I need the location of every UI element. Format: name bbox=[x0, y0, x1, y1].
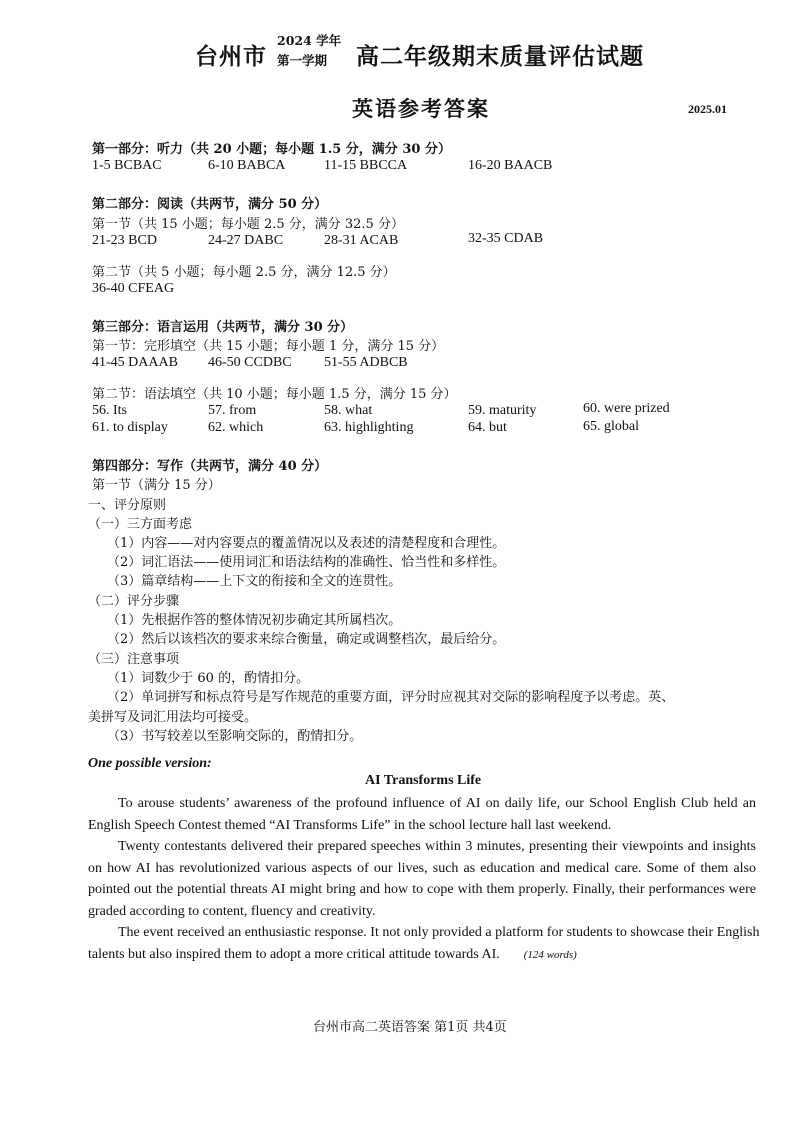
scoring-line: （三）注意事项 bbox=[88, 652, 180, 667]
scoring-line: （3）篇章结构——上下文的衔接和全文的连贯性。 bbox=[107, 574, 402, 589]
part4-heading: 第四部分：写作（共两节，满分 40 分） bbox=[92, 459, 328, 474]
part2-heading: 第二部分：阅读（共两节，满分 50 分） bbox=[92, 197, 328, 212]
grammar-answer: 65. global bbox=[583, 419, 639, 434]
exam-date: 2025.01 bbox=[688, 102, 727, 116]
answer-group: 16-20 BAACB bbox=[468, 158, 553, 173]
grammar-answer: 62. which bbox=[208, 420, 264, 435]
part1-heading: 第一部分：听力（共 20 小题；每小题 1.5 分，满分 30 分） bbox=[92, 142, 451, 157]
header-city: 台州市 bbox=[195, 43, 267, 70]
part4-section1-heading: 第一节（满分 15 分） bbox=[92, 478, 221, 493]
grammar-answer: 56. Its bbox=[92, 403, 127, 418]
scoring-line: （1）词数少于 60 的，酌情扣分。 bbox=[107, 671, 310, 686]
answer-group: 41-45 DAAAB bbox=[92, 355, 178, 370]
answer-group: 24-27 DABC bbox=[208, 233, 284, 248]
scoring-line: （1）先根据作答的整体情况初步确定其所属档次。 bbox=[107, 613, 402, 628]
answer-group: 11-15 BBCCA bbox=[324, 158, 408, 173]
scoring-line: （一）三方面考虑 bbox=[88, 517, 193, 532]
grammar-answer: 61. to display bbox=[92, 420, 168, 435]
answer-group: 28-31 ACAB bbox=[324, 233, 399, 248]
grammar-answer: 64. but bbox=[468, 420, 507, 435]
answer-group: 32-35 CDAB bbox=[468, 231, 544, 246]
scoring-line: 美拼写及词汇用法均可接受。 bbox=[88, 710, 258, 725]
word-count: (124 words) bbox=[523, 948, 577, 961]
answer-group: 21-23 BCD bbox=[92, 233, 157, 248]
scoring-line: （二）评分步骤 bbox=[88, 594, 180, 609]
answer-group: 6-10 BABCA bbox=[208, 158, 286, 173]
grammar-answer: 59. maturity bbox=[468, 403, 537, 418]
essay-paragraph: To arouse students’ awareness of the profound influence of AI on daily life, our School English Club held an English Speech Contest themed “AI Transforms Life” in the school lecture hall last weekend. bbox=[88, 796, 756, 833]
answer-group: 1-5 BCBAC bbox=[92, 158, 162, 173]
page-footer: 台州市高二英语答案 第1页 共4页 bbox=[313, 1020, 507, 1035]
header-school-year: 2024 学年 bbox=[277, 33, 342, 48]
part3-section2-heading: 第二节：语法填空（共 10 小题；每小题 1.5 分，满分 15 分） bbox=[92, 387, 457, 402]
essay-paragraph: Twenty contestants delivered their prepared speeches within 3 minutes, presenting their viewpoints and insights on how AI has revolutionized various aspects of our lives, such as education and medical care. Some of them also pointed out the potential threats AI might bring and how to cope with them properly. Finally, their performances were graded according to content, fluency and creativity. bbox=[88, 839, 756, 919]
part3-section1-heading: 第一节：完形填空（共 15 小题；每小题 1 分，满分 15 分） bbox=[92, 339, 445, 354]
part2-section1-heading: 第一节（共 15 小题；每小题 2.5 分，满分 32.5 分） bbox=[92, 217, 404, 232]
part2-section2-heading: 第二节（共 5 小题；每小题 2.5 分，满分 12.5 分） bbox=[92, 265, 396, 280]
grammar-answer: 63. highlighting bbox=[324, 420, 414, 435]
scoring-line: （2）单词拼写和标点符号是写作规范的重要方面，评分时应视其对交际的影响程度予以考虑。英、 bbox=[107, 690, 675, 705]
part3-heading: 第三部分：语言运用（共两节，满分 30 分） bbox=[92, 320, 354, 335]
answer-group: 46-50 CCDBC bbox=[208, 355, 292, 370]
essay-paragraph: The event received an enthusiastic response. It not only provided a platform for students to showcase their English talents but also inspired them to adopt a more critical attitude towards AI. bbox=[88, 925, 760, 962]
essay-paragraph-last bbox=[88, 922, 794, 966]
page-subtitle: 英语参考答案 bbox=[352, 96, 490, 121]
grammar-answer: 60. were prized bbox=[583, 401, 670, 416]
scoring-line: （3）书写较差以至影响交际的，酌情扣分。 bbox=[107, 729, 363, 744]
scoring-line: 一、评分原则 bbox=[88, 498, 167, 513]
grammar-answer: 58. what bbox=[324, 403, 373, 418]
essay-title: AI Transforms Life bbox=[365, 773, 482, 788]
page-title: 高二年级期末质量评估试题 bbox=[356, 43, 644, 70]
answer-group: 51-55 ADBCB bbox=[324, 355, 408, 370]
scoring-line: （2）然后以该档次的要求来综合衡量，确定或调整档次，最后给分。 bbox=[107, 632, 506, 647]
grammar-answer: 57. from bbox=[208, 403, 257, 418]
answer-group: 36-40 CFEAG bbox=[92, 281, 175, 296]
header-semester: 第一学期 bbox=[277, 53, 328, 68]
sample-label: One possible version: bbox=[88, 756, 212, 771]
scoring-line: （1）内容——对内容要点的覆盖情况以及表述的清楚程度和合理性。 bbox=[107, 536, 506, 551]
scoring-line: （2）词汇语法——使用词汇和语法结构的准确性、恰当性和多样性。 bbox=[107, 555, 506, 570]
